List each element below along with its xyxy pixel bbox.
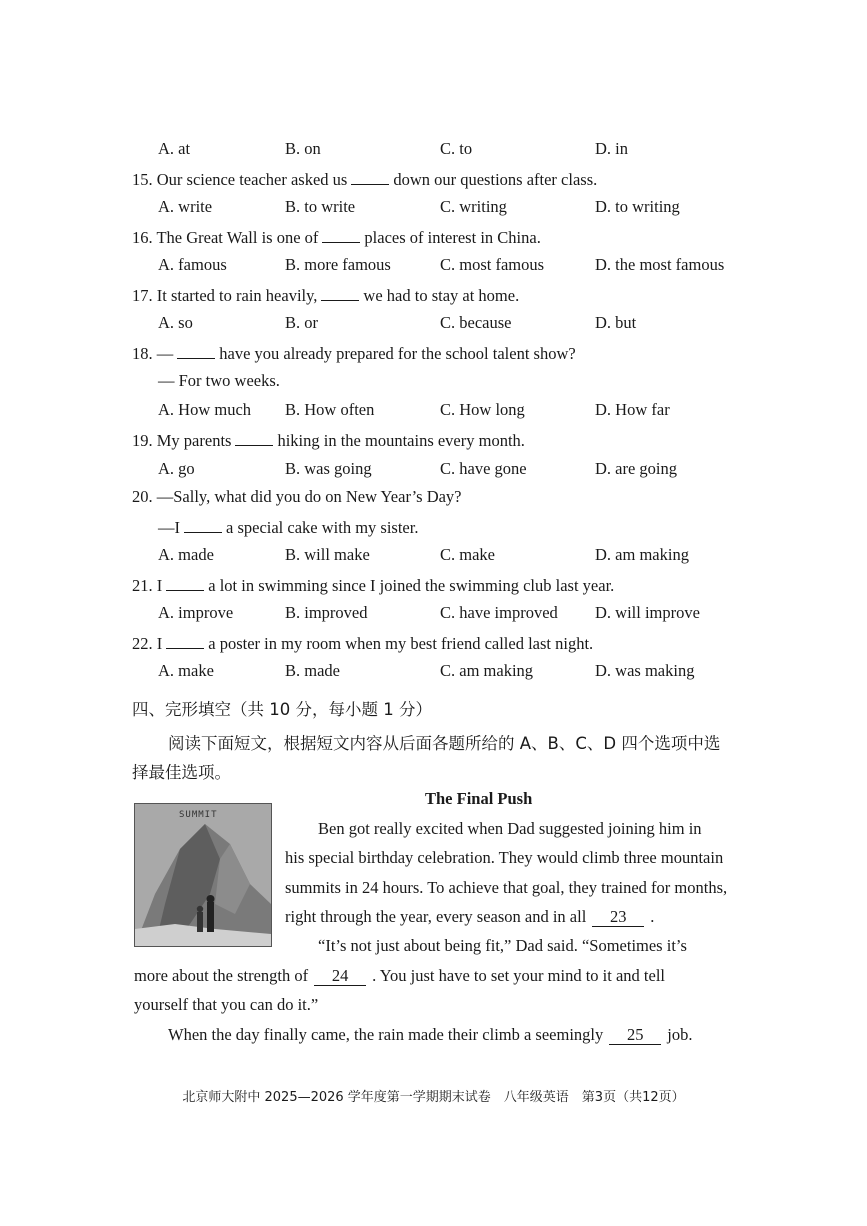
q17-option-a: A. so xyxy=(158,313,193,332)
question-15: 15. Our science teacher asked us down our questions after class. xyxy=(132,170,598,189)
q20-option-a: A. made xyxy=(158,545,214,564)
question-21: 21. I a lot in swimming since I joined the swimming club last year. xyxy=(132,576,615,595)
q18-option-c: C. How long xyxy=(440,400,525,419)
answer-blank xyxy=(322,226,360,243)
question-22: 22. I a poster in my room when my best friend called last night. xyxy=(132,634,594,653)
q21-option-c: C. have improved xyxy=(440,603,558,622)
q14-option-a: A. at xyxy=(158,139,191,158)
blank-25: 25 xyxy=(609,1026,661,1045)
passage-p1-line2: his special birthday celebration. They would climb three mountain xyxy=(285,848,724,867)
q20-option-d: D. am making xyxy=(595,545,689,564)
q22-option-b: B. made xyxy=(285,661,340,680)
q15-option-d: D. to writing xyxy=(595,197,680,216)
answer-blank xyxy=(351,168,389,185)
answer-blank xyxy=(184,516,222,533)
mountain-photo xyxy=(134,803,272,947)
question-20-reply: —I a special cake with my sister. xyxy=(158,518,419,537)
question-16: 16. The Great Wall is one of places of interest in China. xyxy=(132,228,541,247)
section-4-instruction-line2: 择最佳选项。 xyxy=(132,763,231,782)
passage-p2-line1: “It’s not just about being fit,” Dad said. “Sometimes it’s xyxy=(318,936,687,955)
q19-option-d: D. are going xyxy=(595,459,678,478)
answer-blank xyxy=(177,342,215,359)
photo-caption: SUMMIT xyxy=(179,810,218,820)
q15-option-a: A. write xyxy=(158,197,213,216)
q22-option-a: A. make xyxy=(158,661,214,680)
answer-blank xyxy=(321,284,359,301)
answer-blank xyxy=(235,429,273,446)
q19-option-a: A. go xyxy=(158,459,195,478)
q17-option-b: B. or xyxy=(285,313,318,332)
question-18-reply: — For two weeks. xyxy=(158,371,280,390)
q18-option-d: D. How far xyxy=(595,400,670,419)
answer-blank xyxy=(166,574,204,591)
q19-option-b: B. was going xyxy=(285,459,372,478)
passage-title: The Final Push xyxy=(425,789,533,808)
passage-p1-line4: right through the year, every season and in all 23 . xyxy=(285,907,655,926)
question-20: 20. —Sally, what did you do on New Year’s Day? xyxy=(132,487,462,506)
passage-p1-line3: summits in 24 hours. To achieve that goal, they trained for months, xyxy=(285,878,728,897)
blank-23: 23 xyxy=(592,908,644,927)
answer-blank xyxy=(166,632,204,649)
q16-option-d: D. the most famous xyxy=(595,255,725,274)
q16-option-c: C. most famous xyxy=(440,255,545,274)
q17-option-c: C. because xyxy=(440,313,512,332)
q14-option-b: B. on xyxy=(285,139,321,158)
question-19: 19. My parents hiking in the mountains every month. xyxy=(132,431,525,450)
q16-option-b: B. more famous xyxy=(285,255,391,274)
q20-option-c: C. make xyxy=(440,545,495,564)
question-17: 17. It started to rain heavily, we had to stay at home. xyxy=(132,286,520,305)
q15-option-b: B. to write xyxy=(285,197,356,216)
q21-option-b: B. improved xyxy=(285,603,368,622)
passage-p2-line3: yourself that you can do it.” xyxy=(134,995,319,1014)
q19-option-c: C. have gone xyxy=(440,459,527,478)
question-18: 18. — have you already prepared for the school talent show? xyxy=(132,344,576,363)
q22-option-d: D. was making xyxy=(595,661,695,680)
q21-option-a: A. improve xyxy=(158,603,234,622)
passage-p1-line1: Ben got really excited when Dad suggested joining him in xyxy=(318,819,702,838)
section-4-heading: 四、完形填空（共 10 分，每小题 1 分） xyxy=(132,700,432,719)
q20-option-b: B. will make xyxy=(285,545,370,564)
q22-option-c: C. am making xyxy=(440,661,534,680)
passage-p3-line1: When the day finally came, the rain made their climb a seemingly 25 job. xyxy=(168,1025,693,1044)
q18-option-a: A. How much xyxy=(158,400,252,419)
blank-24: 24 xyxy=(314,967,366,986)
q15-option-c: C. writing xyxy=(440,197,507,216)
page-footer: 北京师大附中 2025—2026 学年度第一学期期末试卷 八年级英语 第3页（共12页） xyxy=(182,1090,685,1105)
q14-option-c: C. to xyxy=(440,139,473,158)
q16-option-a: A. famous xyxy=(158,255,227,274)
section-4-instruction-line1: 阅读下面短文，根据短文内容从后面各题所给的 A、B、C、D 四个选项中选 xyxy=(168,734,721,753)
q17-option-d: D. but xyxy=(595,313,637,332)
q14-option-d: D. in xyxy=(595,139,628,158)
q18-option-b: B. How often xyxy=(285,400,375,419)
passage-p2-line2: more about the strength of 24 . You just have to set your mind to it and tell xyxy=(134,966,665,985)
q21-option-d: D. will improve xyxy=(595,603,700,622)
